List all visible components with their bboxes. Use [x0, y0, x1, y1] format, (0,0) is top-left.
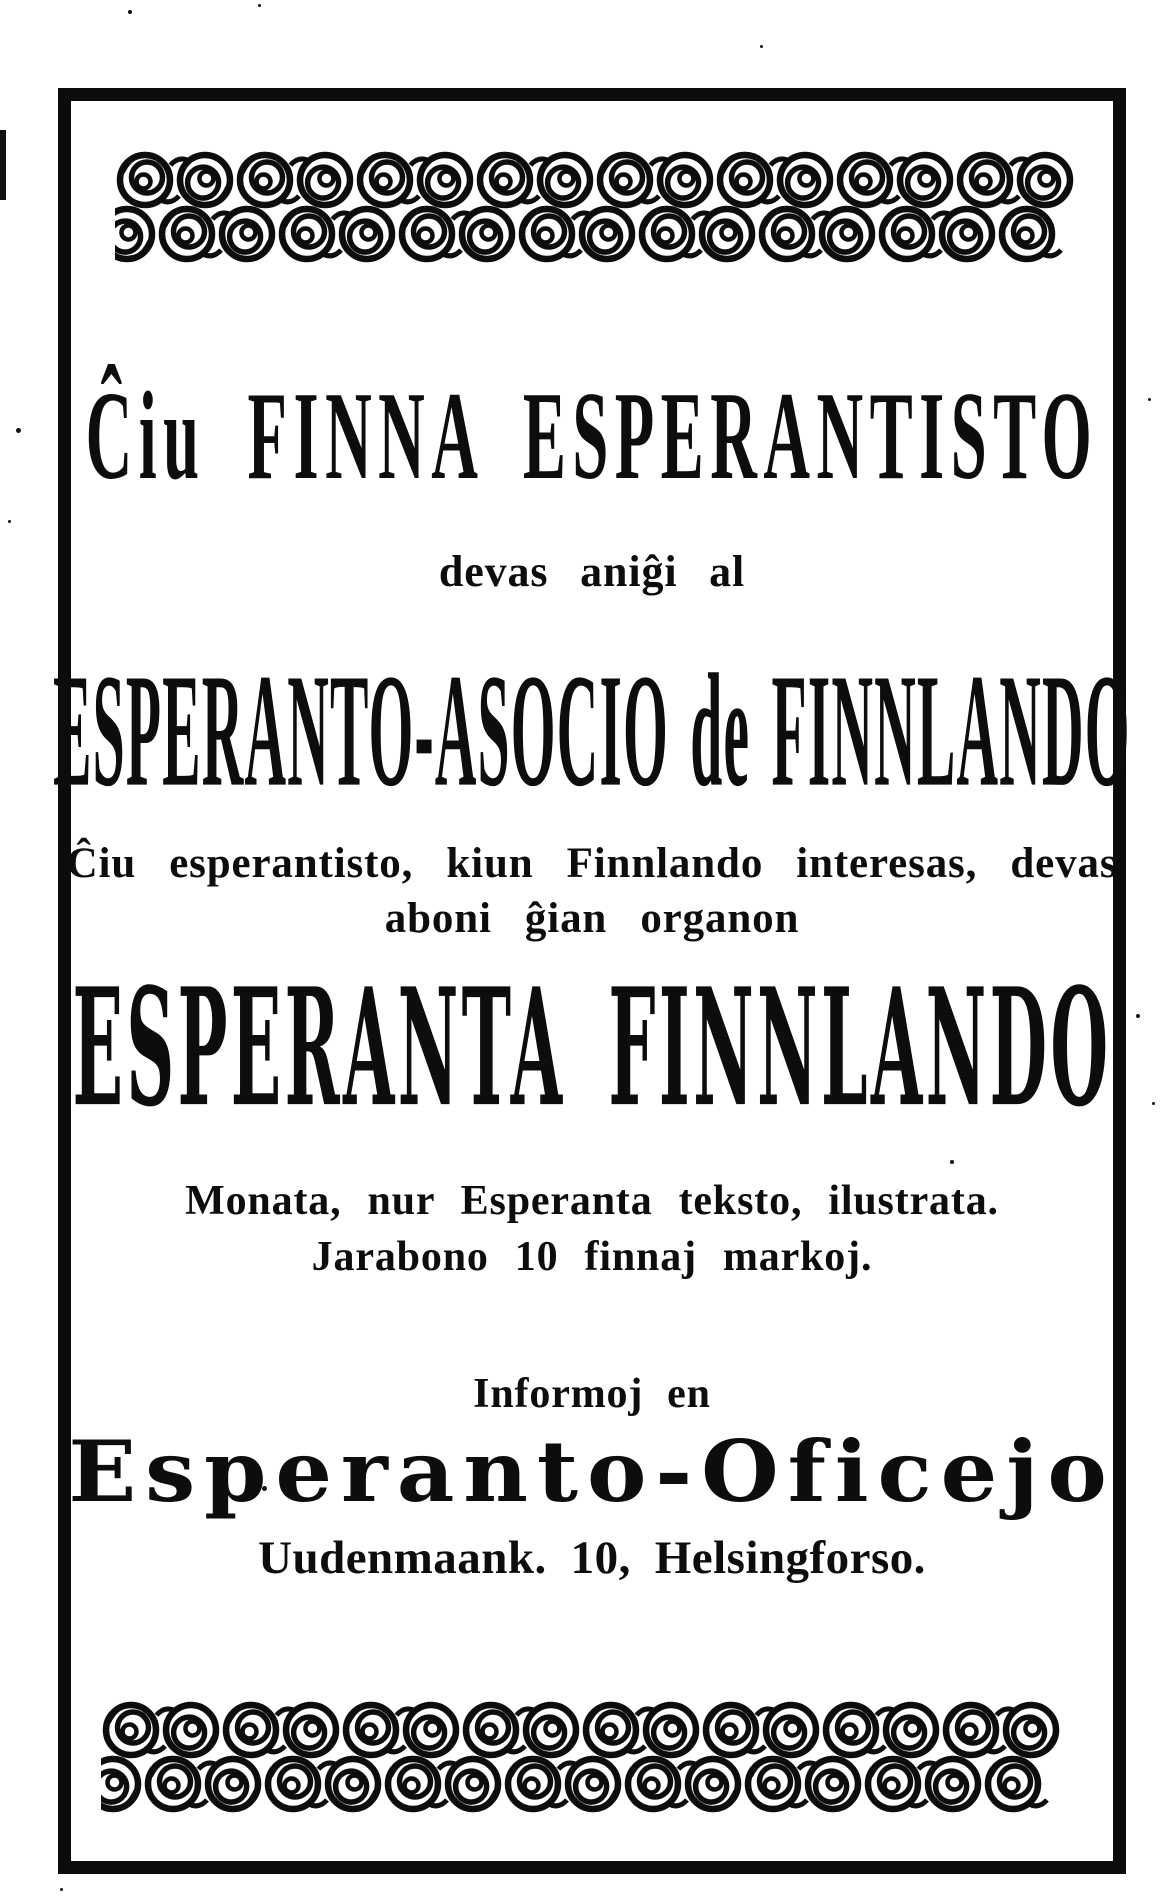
- scan-speckle: [1152, 1102, 1155, 1105]
- magazine-name-text: ESPERANTA FINNLANDO: [72, 953, 1112, 1144]
- scan-speckle: [1148, 398, 1151, 401]
- magazine-detail-line-1: [71, 1173, 1113, 1229]
- info-label-text: Informoj en: [473, 1371, 711, 1417]
- organization-name-heading: [53, 641, 1131, 821]
- organization-name-text: ESPERANTO-ASOCIO de FINNLANDO: [53, 641, 1131, 821]
- scan-speckle: [8, 520, 11, 523]
- magazine-detail-2-text: Jarabono 10 finnaj markoj.: [311, 1234, 873, 1280]
- address-line: [71, 1526, 1113, 1590]
- headline-finna-esperantisto: [71, 366, 1113, 506]
- paragraph-line-2-text: aboni ĝian organon: [384, 895, 800, 942]
- magazine-detail-line-2: [71, 1229, 1113, 1285]
- ad-border-frame: [53, 88, 1131, 1874]
- subline-devas-anigi: [71, 541, 1113, 601]
- scan-edge-mark: [0, 130, 6, 200]
- scan-speckle: [128, 10, 132, 14]
- office-name-text: Esperanto-Oficejo: [68, 1421, 1116, 1521]
- info-label: [71, 1366, 1113, 1422]
- scan-speckle: [1136, 1014, 1140, 1018]
- scan-speckle: [16, 428, 21, 433]
- subline-text: devas aniĝi al: [438, 546, 746, 596]
- rose-garland-bottom-ornament: [101, 1701, 1061, 1815]
- headline-text: Ĉiu FINNA ESPERANTISTO: [85, 364, 1099, 506]
- magazine-detail-1-text: Monata, nur Esperanta teksto, ilustrata.: [185, 1178, 999, 1224]
- scan-speckle: [60, 1888, 63, 1891]
- paragraph-line-1: [66, 836, 1118, 891]
- office-name-heading: [68, 1421, 1116, 1521]
- address-text: Uudenmaank. 10, Helsingforso.: [258, 1532, 926, 1584]
- rose-garland-top-ornament: [115, 151, 1075, 265]
- scan-speckle: [258, 4, 261, 7]
- paragraph-line-2: [71, 891, 1113, 946]
- scan-speckle: [760, 45, 763, 48]
- paragraph-line-1-text: Ĉiu esperantisto, kiun Finnlando interesas, devas: [66, 840, 1118, 887]
- magazine-name-heading: [71, 953, 1113, 1144]
